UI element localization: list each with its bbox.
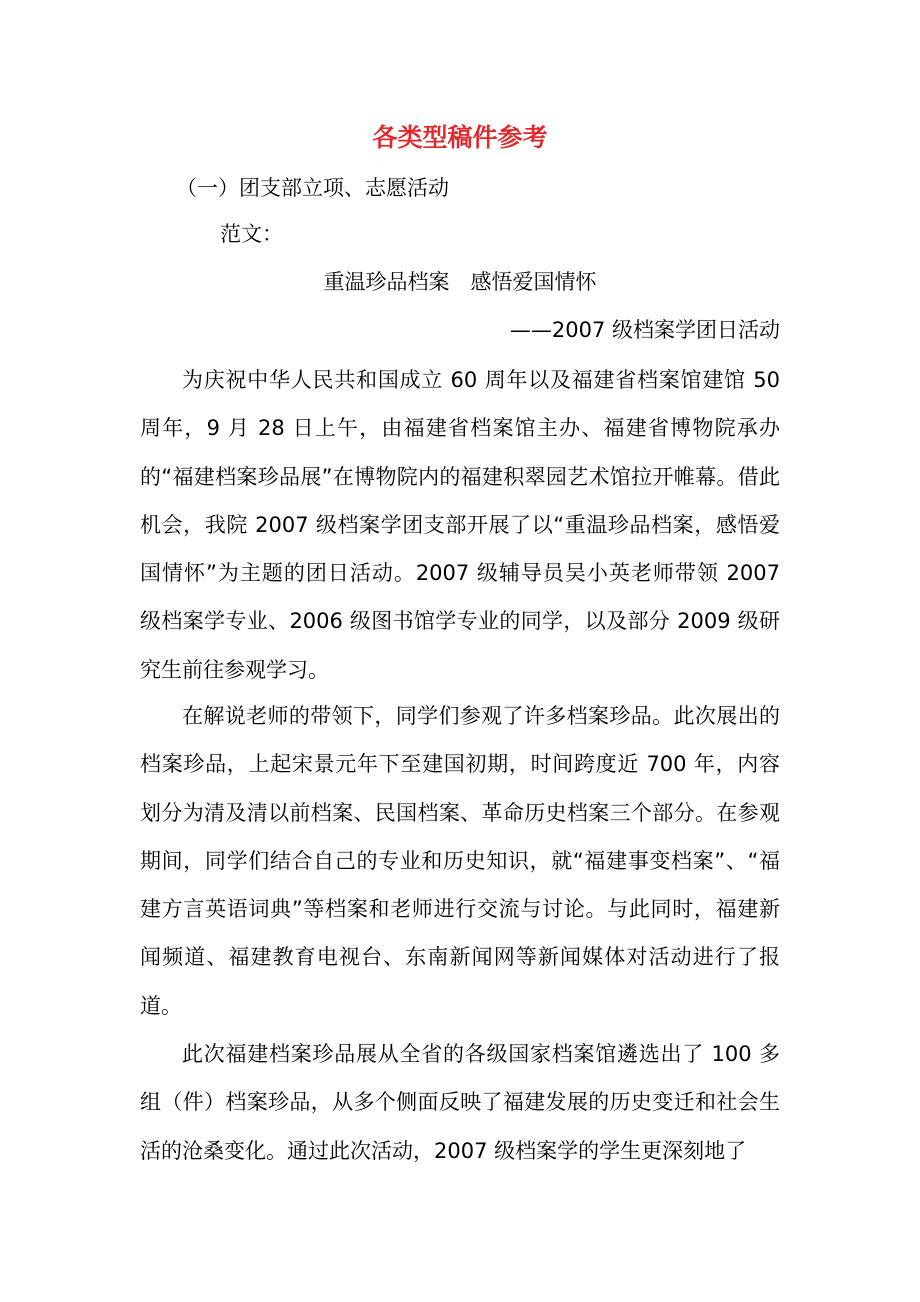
section-heading: （一）团支部立项、志愿活动 [176,176,449,200]
article-byline: ——2007 级档案学团日活动 [509,318,780,342]
article-title: 重温珍品档案 感悟爱国情怀 [323,270,597,294]
sample-label: 范文： [220,222,283,246]
document-title: 各类型稿件参考 [372,123,548,152]
body-paragraph: 为庆祝中华人民共和国成立 60 周年以及福建省档案馆建馆 50 周年，9 月 28 日上午，由福建省档案馆主办、福建省博物院承办的“福建档案珍品展”在博物院内的福建积翠园艺术馆拉开帷幕。借此机会，我院 2007 级档案学团支部开展了以“重温珍品档案，感悟爱国情怀”为主题的团日活动。2007 级辅导员吴小英老师带领 2007 级档案学专业、2006 级图书馆学专业的同学，以及部分 2009 级研究生前往参观学习。 [140,368,780,682]
body-paragraph: 此次福建档案珍品展从全省的各级国家档案馆遴选出了 100 多组（件）档案珍品，从多个侧面反映了福建发展的历史变迁和社会生活的沧桑变化。通过此次活动，2007 级档案学的学生更深刻地了 [140,1042,780,1163]
body-paragraph: 在解说老师的带领下，同学们参观了许多档案珍品。此次展出的档案珍品，上起宋景元年下至建国初期，时间跨度近 700 年，内容划分为清及清以前档案、民国档案、革命历史档案三个部分。在参观期间，同学们结合自己的专业和历史知识，就“福建事变档案”、“福建方言英语词典”等档案和老师进行交流与讨论。与此同时，福建新闻频道、福建教育电视台、东南新闻网等新闻媒体对活动进行了报道。 [140,704,780,1018]
